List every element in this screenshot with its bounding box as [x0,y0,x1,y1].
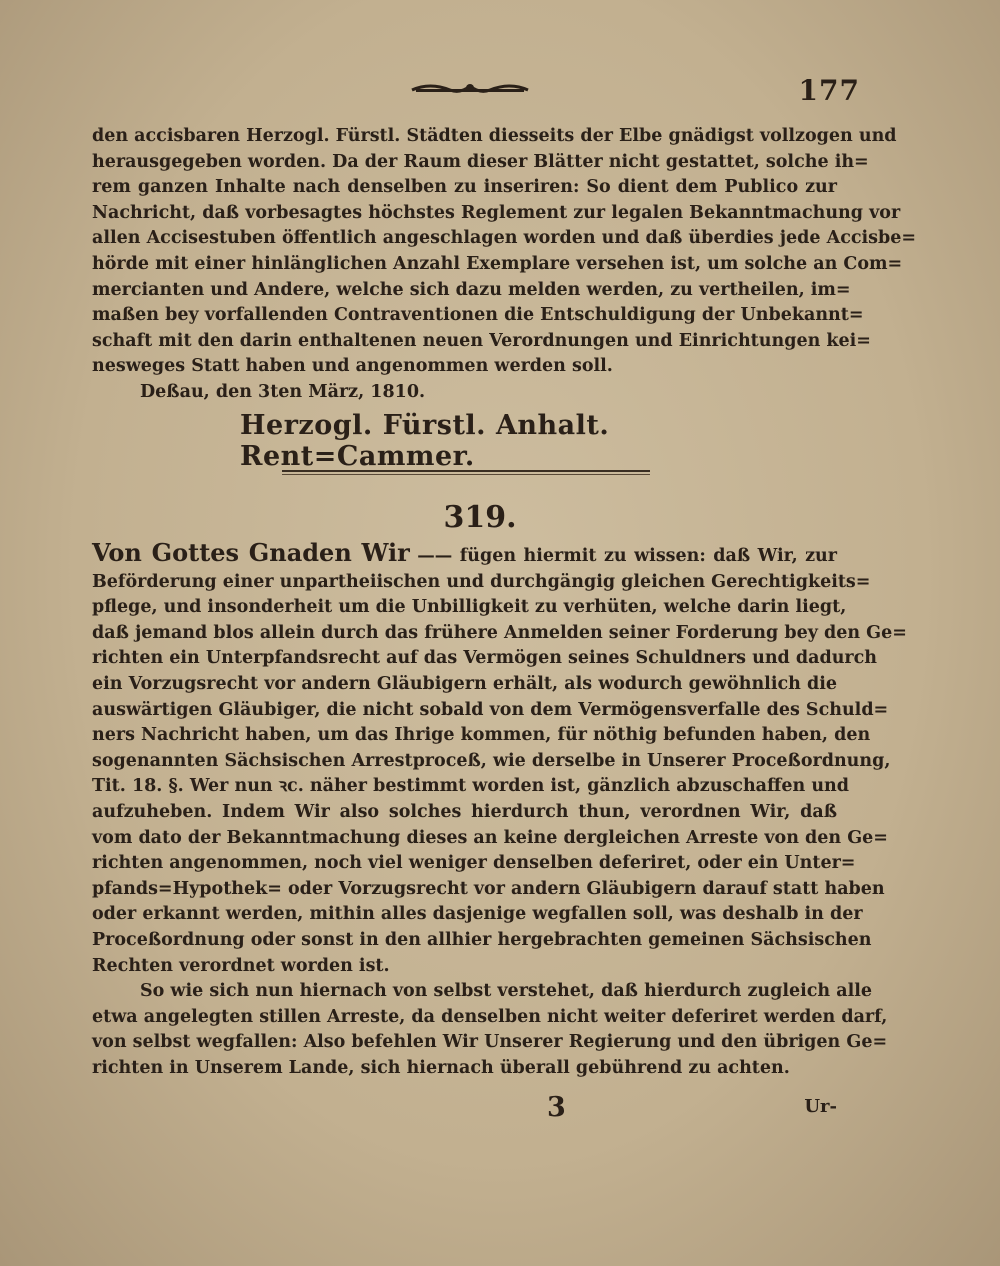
dateline: Deßau, den 3ten März, 1810. [140,382,426,402]
text-line: rem ganzen Inhalte nach denselben zu inseriren: So dient dem Publico zur [92,177,837,198]
text-line: sogenannten Sächsischen Arrestproceß, wie derselbe in Unserer Proceßordnung, [92,750,891,771]
text-line: pflege, und insonderheit um die Unbilligkeit zu verhüten, welche darin liegt, [92,597,847,618]
section-divider-thin [282,474,650,475]
text-line: oder erkannt werden, mithin alles dasjenige wegfallen soll, was deshalb in der [92,904,863,925]
continuation-paragraph [92,124,917,380]
ordinance-headline: Von Gottes Gnaden Wir [92,538,410,567]
page-footer [92,1092,837,1124]
text-line: auswärtigen Gläubiger, die nicht sobald von dem Vermögensverfalle des Schuld= [92,699,889,720]
ordinance-text [92,538,907,1081]
ordinance-first-line [92,540,837,570]
text-line: Beförderung einer unpartheiischen und durchgängig gleichen Gerechtigkeits= [92,571,871,592]
headline-dash: —— [417,546,453,566]
section-divider [282,470,650,472]
text-line: von selbst wegfallen: Also befehlen Wir Unserer Regierung und den übrigen Ge= [92,1032,888,1053]
text-line: ein Vorzugsrecht vor andern Gläubigern erhält, als wodurch gewöhnlich die [92,673,837,694]
text-line: nesweges Statt haben und angenommen werden soll. [92,356,613,377]
text-line: allen Accisestuben öffentlich angeschlagen worden und daß überdies jede Accisbe= [92,228,917,249]
text-line: fügen hiermit zu wissen: daß Wir, zur [459,546,838,566]
text-line: richten ein Unterpfandsrecht auf das Vermögen seines Schuldners und dadurch [92,648,878,669]
text-line: So wie sich nun hiernach von selbst verstehet, daß hierdurch zugleich alle [140,981,873,1002]
text-line: richten in Unserem Lande, sich hiernach überall gebührend zu achten. [92,1057,790,1078]
page-number: 177 [798,74,860,107]
text-line: Tit. 18. §. Wer nun ꝛc. näher bestimmt worden ist, gänzlich abzuschaffen und [92,776,850,797]
text-line: Nachricht, daß vorbesagtes höchstes Reglement zur legalen Bekanntmachung vor [92,202,901,223]
text-line: mercianten und Andere, welche sich dazu melden werden, zu vertheilen, im= [92,279,851,300]
text-line: richten angenommen, noch viel weniger denselben deferiret, oder ein Unter= [92,853,856,874]
issuer-signature: Herzogl. Fürstl. Anhalt. Rent=Cammer. [240,410,610,472]
ornament-rule [410,78,530,98]
text-line: schaft mit den darin enthaltenen neuen Verordnungen und Einrichtungen kei= [92,330,871,351]
text-line: maßen bey vorfallenden Contraventionen die Entschuldigung der Unbekannt= [92,305,864,326]
text-line: hörde mit einer hinlänglichen Anzahl Exemplare versehen ist, um solche an Com= [92,253,903,274]
signature-mark: 3 [547,1092,566,1123]
text-line: herausgegeben worden. Da der Raum dieser Blätter nicht gestattet, solche ih= [92,151,869,172]
text-line: aufzuheben. Indem Wir also solches hierdurch thun, verordnen Wir, daß [92,801,837,822]
section-number: 319. [443,500,517,535]
text-line: Rechten verordnet worden ist. [92,955,390,976]
text-line: pfands=Hypothek= oder Vorzugsrecht vor andern Gläubigern darauf statt haben [92,878,885,899]
catchword: Ur- [804,1096,837,1117]
text-line: daß jemand blos allein durch das frühere Anmelden seiner Forderung bey den Ge= [92,622,907,643]
text-line: den accisbaren Herzogl. Fürstl. Städten diesseits der Elbe gnädigst vollzogen und [92,126,897,146]
text-line: ners Nachricht haben, um das Ihrige kommen, für nöthig befunden haben, den [92,725,871,746]
text-line: vom dato der Bekanntmachung dieses an keine dergleichen Arreste von den Ge= [92,827,888,848]
text-line: Proceßordnung oder sonst in den allhier hergebrachten gemeinen Sächsischen [92,929,872,950]
text-line: etwa angelegten stillen Arreste, da denselben nicht weiter deferiret werden darf, [92,1006,888,1027]
